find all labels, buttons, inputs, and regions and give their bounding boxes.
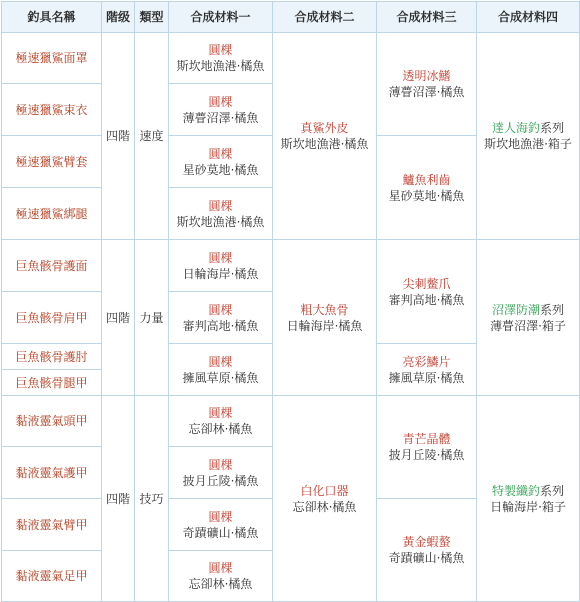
- fishing-gear-table: [1, 1, 580, 602]
- gear-name-cell: 極速獵鯊臂套: [2, 136, 102, 188]
- material-1-name: 圓棵: [208, 43, 233, 57]
- material-3-name: 尖刺鳖爪: [402, 276, 451, 291]
- material-1-source: 奇蹟礦山·橘魚: [182, 525, 259, 540]
- material-4-suffix: 系列: [540, 302, 565, 317]
- material-4-series: [477, 302, 579, 318]
- gear-name-cell: 巨魚骸骨肩甲: [2, 292, 102, 344]
- material-1-source: 薄瞢沼澤·橘魚: [182, 110, 259, 125]
- material-1-cell: [169, 499, 273, 551]
- material-1-cell: [169, 240, 273, 292]
- material-2-cell: [273, 240, 377, 396]
- material-2-cell: [273, 33, 377, 240]
- level-cell: 四階: [102, 240, 135, 396]
- gear-name-cell: 黏液靈氣護甲: [2, 447, 102, 499]
- material-1-cell: [169, 447, 273, 499]
- material-4-source: 日輪海岸·箱子: [490, 499, 566, 514]
- gear-name-cell: 黏液靈氣頭甲: [2, 396, 102, 447]
- material-1-name: 圓棵: [208, 354, 233, 369]
- material-1-name: 圓棵: [208, 94, 233, 109]
- material-4-suffix: 系列: [540, 121, 565, 135]
- gear-name-cell: 極速獵鯊束衣: [2, 84, 102, 136]
- gear-name-cell: 巨魚骸骨腿甲: [2, 370, 102, 396]
- material-3-source: 披月丘陵·橘魚: [388, 448, 465, 462]
- material-4-source: 薄瞢沼澤·箱子: [490, 318, 566, 333]
- table-row: [2, 396, 580, 447]
- gear-name-cell: 極速獵鯊綁腿: [2, 188, 102, 240]
- header-material-1: 合成材料一: [169, 2, 273, 33]
- material-1-cell: [169, 188, 273, 240]
- table-header-row: [2, 2, 580, 33]
- material-3-cell: [377, 33, 477, 136]
- material-1-source: 擁風草原·橘魚: [182, 370, 259, 385]
- material-3-name: 亮彩鱗片: [402, 354, 451, 369]
- header-material-2: 合成材料二: [273, 2, 377, 33]
- level-cell: 四階: [102, 33, 135, 240]
- material-3-cell: [377, 240, 477, 344]
- material-1-cell: [169, 344, 273, 396]
- type-cell: 速度: [135, 33, 169, 240]
- material-3-cell: [377, 396, 477, 499]
- material-1-name: 圓棵: [208, 198, 233, 213]
- material-1-source: 忘卻林·橘魚: [188, 577, 253, 591]
- material-1-cell: [169, 551, 273, 602]
- material-4-cell: [477, 396, 580, 602]
- material-1-name: 圓棵: [208, 457, 233, 472]
- material-2-source: 日輪海岸·橘魚: [286, 318, 363, 333]
- material-3-cell: [377, 499, 477, 602]
- material-3-source: 審判高地·橘魚: [388, 292, 465, 307]
- gear-name-cell: 黏液靈氣臂甲: [2, 499, 102, 551]
- header-gear-name: 釣具名稱: [2, 2, 102, 33]
- material-1-name: 圓棵: [208, 250, 233, 265]
- material-4-cell: [477, 240, 580, 396]
- material-3-name: 透明冰鰭: [402, 69, 451, 83]
- material-2-name: 粗大魚骨: [300, 302, 349, 317]
- header-level: 階级: [102, 2, 135, 33]
- material-1-cell: [169, 84, 273, 136]
- material-1-source: 日輪海岸·橘魚: [182, 266, 259, 281]
- material-1-name: 圓棵: [208, 561, 233, 575]
- material-4-name: 沼澤防潮: [491, 302, 540, 317]
- material-4-name: 特製纖釣: [491, 483, 540, 498]
- material-4-suffix: 系列: [540, 483, 565, 498]
- material-1-cell: [169, 33, 273, 84]
- table-row: [2, 240, 580, 292]
- material-2-source: 忘卻林·橘魚: [292, 499, 357, 514]
- material-2-cell: [273, 396, 377, 602]
- material-4-source: 斯坎地漁港·箱子: [484, 137, 572, 151]
- material-3-source: 擁風草原·橘魚: [388, 370, 465, 385]
- material-3-cell: [377, 136, 477, 240]
- material-3-name: 鱸魚利齒: [402, 172, 451, 187]
- material-1-name: 圓棵: [208, 146, 233, 161]
- gear-name-cell: 極速獵鯊面罩: [2, 33, 102, 84]
- material-3-cell: [377, 344, 477, 396]
- gear-name-cell: 黏液靈氣足甲: [2, 551, 102, 602]
- material-4-series: [477, 483, 579, 499]
- material-1-source: 斯坎地漁港·橘魚: [176, 214, 265, 229]
- material-1-cell: [169, 136, 273, 188]
- material-3-name: 黃金蝦螯: [402, 535, 451, 549]
- material-1-source: 星砂莫地·橘魚: [182, 162, 259, 177]
- material-2-name: 白化口器: [300, 483, 349, 498]
- material-1-source: 忘卻林·橘魚: [188, 422, 253, 436]
- header-type: 類型: [135, 2, 169, 33]
- material-4-cell: [477, 33, 580, 240]
- gear-name-cell: 巨魚骸骨護面: [2, 240, 102, 292]
- material-2-name: 真鯊外皮: [300, 121, 349, 135]
- type-cell: 力量: [135, 240, 169, 396]
- type-cell: 技巧: [135, 396, 169, 602]
- header-material-4: 合成材料四: [477, 2, 580, 33]
- material-3-source: 星砂莫地·橘魚: [388, 188, 465, 203]
- material-1-cell: [169, 396, 273, 447]
- material-2-source: 斯坎地漁港·橘魚: [280, 137, 369, 151]
- level-cell: 四階: [102, 396, 135, 602]
- material-3-source: 奇蹟礦山·橘魚: [388, 551, 465, 565]
- material-4-series: [477, 120, 579, 136]
- material-1-source: 斯坎地漁港·橘魚: [176, 59, 265, 73]
- material-1-name: 圓棵: [208, 406, 233, 420]
- material-1-name: 圓棵: [208, 509, 233, 524]
- material-4-name: 達人海釣: [491, 121, 540, 135]
- gear-name-cell: 巨魚骸骨護肘: [2, 344, 102, 370]
- material-3-name: 青芒晶體: [402, 432, 451, 446]
- material-3-source: 薄瞢沼澤·橘魚: [388, 85, 465, 99]
- material-1-cell: [169, 292, 273, 344]
- material-1-source: 披月丘陵·橘魚: [182, 473, 259, 488]
- material-1-name: 圓棵: [208, 302, 233, 317]
- header-material-3: 合成材料三: [377, 2, 477, 33]
- table-row: [2, 33, 580, 84]
- material-1-source: 審判高地·橘魚: [182, 318, 259, 333]
